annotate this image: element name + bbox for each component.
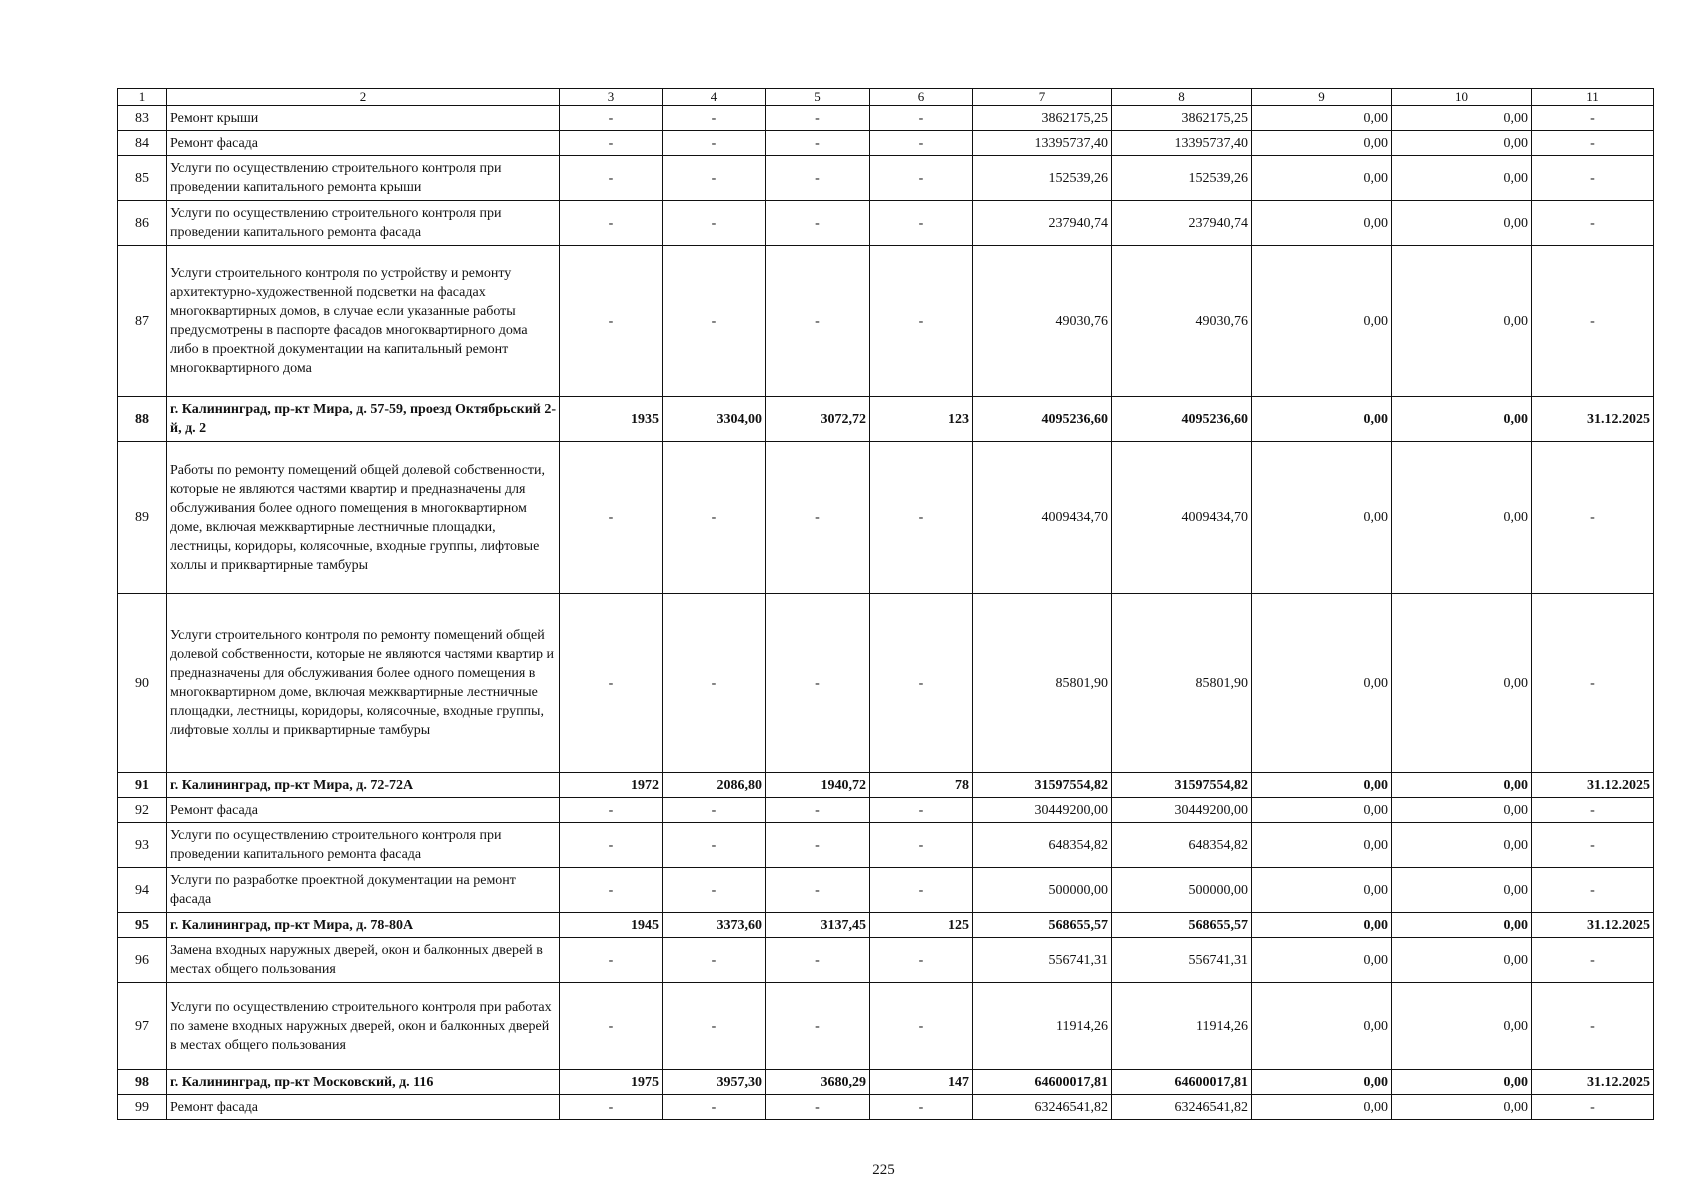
- document-table: [117, 88, 1654, 1120]
- col-cost-owners: 0,00: [1392, 201, 1532, 246]
- row-description: Ремонт фасада: [167, 798, 560, 823]
- col-cost-fund: 30449200,00: [1112, 798, 1252, 823]
- row-number: 93: [118, 823, 167, 868]
- row-description: Замена входных наружных дверей, окон и балконных дверей в местах общего пользования: [167, 938, 560, 983]
- col-area-living: -: [766, 131, 870, 156]
- col-area-living: -: [766, 823, 870, 868]
- col-area-living: -: [766, 156, 870, 201]
- row-description: Ремонт фасада: [167, 131, 560, 156]
- col-cost-total: 4095236,60: [973, 397, 1112, 442]
- col-cost-fund: 3862175,25: [1112, 106, 1252, 131]
- col-area-living: -: [766, 868, 870, 913]
- table-row: [118, 442, 1654, 594]
- col-deadline: -: [1532, 594, 1654, 773]
- col-area-total: 3957,30: [663, 1070, 766, 1095]
- col-area-living: 3072,72: [766, 397, 870, 442]
- col-cost-owners: 0,00: [1392, 868, 1532, 913]
- table-row: [118, 106, 1654, 131]
- col-cost-budget: 0,00: [1252, 1070, 1392, 1095]
- col-deadline: -: [1532, 1095, 1654, 1120]
- col-year: -: [560, 798, 663, 823]
- row-description: Услуги по осуществлению строительного контроля при работах по замене входных наружных дверей, окон и балконных дверей в местах общего пользования: [167, 983, 560, 1070]
- col-residents: 78: [870, 773, 973, 798]
- col-area-living: -: [766, 442, 870, 594]
- col-cost-total: 13395737,40: [973, 131, 1112, 156]
- col-area-total: -: [663, 1095, 766, 1120]
- col-cost-owners: 0,00: [1392, 1070, 1532, 1095]
- col-area-total: -: [663, 246, 766, 397]
- col-cost-budget: 0,00: [1252, 594, 1392, 773]
- column-header: 7: [973, 89, 1112, 106]
- col-cost-fund: 556741,31: [1112, 938, 1252, 983]
- col-cost-owners: 0,00: [1392, 798, 1532, 823]
- column-header: 11: [1532, 89, 1654, 106]
- col-area-total: -: [663, 983, 766, 1070]
- column-header: 6: [870, 89, 973, 106]
- column-header: 8: [1112, 89, 1252, 106]
- col-area-living: -: [766, 983, 870, 1070]
- row-number: 94: [118, 868, 167, 913]
- col-cost-fund: 11914,26: [1112, 983, 1252, 1070]
- column-header: 9: [1252, 89, 1392, 106]
- col-deadline: -: [1532, 131, 1654, 156]
- address-row: [118, 1070, 1654, 1095]
- table-row: [118, 983, 1654, 1070]
- col-cost-total: 500000,00: [973, 868, 1112, 913]
- col-year: -: [560, 823, 663, 868]
- col-area-total: 3304,00: [663, 397, 766, 442]
- row-description: Ремонт крыши: [167, 106, 560, 131]
- col-cost-owners: 0,00: [1392, 938, 1532, 983]
- column-header: 10: [1392, 89, 1532, 106]
- col-cost-fund: 4009434,70: [1112, 442, 1252, 594]
- col-cost-budget: 0,00: [1252, 1095, 1392, 1120]
- col-area-living: -: [766, 938, 870, 983]
- col-residents: -: [870, 1095, 973, 1120]
- column-header: 3: [560, 89, 663, 106]
- col-cost-total: 30449200,00: [973, 798, 1112, 823]
- col-year: -: [560, 1095, 663, 1120]
- col-residents: -: [870, 868, 973, 913]
- col-area-living: -: [766, 594, 870, 773]
- page-number: 225: [872, 1162, 895, 1178]
- col-cost-fund: 49030,76: [1112, 246, 1252, 397]
- col-cost-budget: 0,00: [1252, 246, 1392, 397]
- col-cost-budget: 0,00: [1252, 106, 1392, 131]
- col-deadline: -: [1532, 246, 1654, 397]
- col-area-total: -: [663, 156, 766, 201]
- col-residents: -: [870, 823, 973, 868]
- col-residents: -: [870, 201, 973, 246]
- col-deadline: -: [1532, 201, 1654, 246]
- table-row: [118, 823, 1654, 868]
- header-row: [118, 89, 1654, 106]
- col-cost-owners: 0,00: [1392, 246, 1532, 397]
- row-number: 89: [118, 442, 167, 594]
- col-cost-total: 152539,26: [973, 156, 1112, 201]
- col-residents: 147: [870, 1070, 973, 1095]
- col-residents: -: [870, 156, 973, 201]
- col-year: 1935: [560, 397, 663, 442]
- col-year: -: [560, 983, 663, 1070]
- col-deadline: -: [1532, 983, 1654, 1070]
- col-area-total: -: [663, 201, 766, 246]
- row-description: г. Калининград, пр-кт Московский, д. 116: [167, 1070, 560, 1095]
- col-cost-total: 31597554,82: [973, 773, 1112, 798]
- col-area-living: -: [766, 798, 870, 823]
- col-cost-fund: 568655,57: [1112, 913, 1252, 938]
- col-year: -: [560, 442, 663, 594]
- col-cost-owners: 0,00: [1392, 594, 1532, 773]
- col-deadline: -: [1532, 106, 1654, 131]
- col-area-living: -: [766, 246, 870, 397]
- col-cost-budget: 0,00: [1252, 983, 1392, 1070]
- col-cost-owners: 0,00: [1392, 156, 1532, 201]
- col-residents: -: [870, 983, 973, 1070]
- col-cost-budget: 0,00: [1252, 823, 1392, 868]
- col-cost-owners: 0,00: [1392, 823, 1532, 868]
- table-row: [118, 868, 1654, 913]
- col-cost-budget: 0,00: [1252, 201, 1392, 246]
- col-cost-budget: 0,00: [1252, 156, 1392, 201]
- col-cost-total: 49030,76: [973, 246, 1112, 397]
- col-cost-total: 556741,31: [973, 938, 1112, 983]
- col-residents: -: [870, 131, 973, 156]
- row-number: 87: [118, 246, 167, 397]
- col-area-living: 3137,45: [766, 913, 870, 938]
- col-cost-budget: 0,00: [1252, 397, 1392, 442]
- row-description: Услуги по осуществлению строительного контроля при проведении капитального ремонта крыши: [167, 156, 560, 201]
- col-cost-owners: 0,00: [1392, 106, 1532, 131]
- col-deadline: -: [1532, 798, 1654, 823]
- col-cost-total: 64600017,81: [973, 1070, 1112, 1095]
- col-deadline: -: [1532, 938, 1654, 983]
- col-cost-fund: 4095236,60: [1112, 397, 1252, 442]
- col-area-total: -: [663, 798, 766, 823]
- row-number: 92: [118, 798, 167, 823]
- col-year: -: [560, 201, 663, 246]
- row-number: 91: [118, 773, 167, 798]
- col-area-total: -: [663, 106, 766, 131]
- col-cost-total: 237940,74: [973, 201, 1112, 246]
- col-area-total: 2086,80: [663, 773, 766, 798]
- row-description: Услуги по осуществлению строительного контроля при проведении капитального ремонта фасада: [167, 823, 560, 868]
- col-year: -: [560, 938, 663, 983]
- col-cost-owners: 0,00: [1392, 397, 1532, 442]
- col-residents: -: [870, 798, 973, 823]
- table-row: [118, 1095, 1654, 1120]
- column-header: 4: [663, 89, 766, 106]
- col-cost-fund: 237940,74: [1112, 201, 1252, 246]
- col-area-living: -: [766, 106, 870, 131]
- col-year: -: [560, 868, 663, 913]
- col-area-total: -: [663, 868, 766, 913]
- col-deadline: 31.12.2025: [1532, 773, 1654, 798]
- row-number: 83: [118, 106, 167, 131]
- row-description: Работы по ремонту помещений общей долевой собственности, которые не являются частями квартир и предназначены для обслуживания более одного помещения в многоквартирном доме, включая межквартирные лестничные площадки, лестницы, коридоры, колясочные, входные группы, лифтовые холлы и приквартирные тамбуры: [167, 442, 560, 594]
- col-area-total: 3373,60: [663, 913, 766, 938]
- col-cost-fund: 85801,90: [1112, 594, 1252, 773]
- col-residents: 125: [870, 913, 973, 938]
- col-cost-owners: 0,00: [1392, 131, 1532, 156]
- col-cost-fund: 648354,82: [1112, 823, 1252, 868]
- address-row: [118, 773, 1654, 798]
- row-description: Ремонт фасада: [167, 1095, 560, 1120]
- row-number: 90: [118, 594, 167, 773]
- col-residents: -: [870, 938, 973, 983]
- col-deadline: 31.12.2025: [1532, 1070, 1654, 1095]
- row-description: Услуги по осуществлению строительного контроля при проведении капитального ремонта фасада: [167, 201, 560, 246]
- col-area-total: -: [663, 823, 766, 868]
- col-residents: -: [870, 106, 973, 131]
- col-cost-total: 648354,82: [973, 823, 1112, 868]
- row-number: 98: [118, 1070, 167, 1095]
- col-area-total: -: [663, 594, 766, 773]
- table-row: [118, 798, 1654, 823]
- col-deadline: 31.12.2025: [1532, 397, 1654, 442]
- col-cost-total: 85801,90: [973, 594, 1112, 773]
- row-number: 95: [118, 913, 167, 938]
- col-year: 1972: [560, 773, 663, 798]
- table-row: [118, 246, 1654, 397]
- row-number: 84: [118, 131, 167, 156]
- col-cost-total: 568655,57: [973, 913, 1112, 938]
- col-cost-owners: 0,00: [1392, 913, 1532, 938]
- col-cost-fund: 13395737,40: [1112, 131, 1252, 156]
- row-description: Услуги по разработке проектной документации на ремонт фасада: [167, 868, 560, 913]
- row-number: 86: [118, 201, 167, 246]
- col-residents: -: [870, 594, 973, 773]
- table-row: [118, 938, 1654, 983]
- col-year: -: [560, 131, 663, 156]
- row-description: г. Калининград, пр-кт Мира, д. 78-80А: [167, 913, 560, 938]
- col-cost-owners: 0,00: [1392, 442, 1532, 594]
- col-area-living: 3680,29: [766, 1070, 870, 1095]
- row-number: 97: [118, 983, 167, 1070]
- col-cost-owners: 0,00: [1392, 773, 1532, 798]
- col-cost-total: 11914,26: [973, 983, 1112, 1070]
- col-year: -: [560, 106, 663, 131]
- col-area-total: -: [663, 131, 766, 156]
- col-cost-budget: 0,00: [1252, 773, 1392, 798]
- col-cost-budget: 0,00: [1252, 798, 1392, 823]
- row-number: 85: [118, 156, 167, 201]
- row-description: Услуги строительного контроля по устройству и ремонту архитектурно-художественной подсветки на фасадах многоквартирных домов, в случае если указанные работы предусмотрены в паспорте фасадов многоквартирного дома либо в проектной документации на капитальный ремонт многоквартирного дома: [167, 246, 560, 397]
- col-cost-fund: 152539,26: [1112, 156, 1252, 201]
- address-row: [118, 397, 1654, 442]
- col-cost-fund: 500000,00: [1112, 868, 1252, 913]
- col-cost-total: 63246541,82: [973, 1095, 1112, 1120]
- col-year: 1975: [560, 1070, 663, 1095]
- col-cost-fund: 64600017,81: [1112, 1070, 1252, 1095]
- col-area-living: -: [766, 201, 870, 246]
- col-cost-budget: 0,00: [1252, 938, 1392, 983]
- table-row: [118, 201, 1654, 246]
- col-area-living: 1940,72: [766, 773, 870, 798]
- col-cost-owners: 0,00: [1392, 983, 1532, 1070]
- col-cost-fund: 31597554,82: [1112, 773, 1252, 798]
- col-area-living: -: [766, 1095, 870, 1120]
- col-cost-total: 4009434,70: [973, 442, 1112, 594]
- column-header: 2: [167, 89, 560, 106]
- col-cost-budget: 0,00: [1252, 913, 1392, 938]
- address-row: [118, 913, 1654, 938]
- col-residents: -: [870, 246, 973, 397]
- col-cost-fund: 63246541,82: [1112, 1095, 1252, 1120]
- table-row: [118, 594, 1654, 773]
- col-deadline: -: [1532, 823, 1654, 868]
- col-year: 1945: [560, 913, 663, 938]
- col-deadline: 31.12.2025: [1532, 913, 1654, 938]
- table-row: [118, 131, 1654, 156]
- row-number: 88: [118, 397, 167, 442]
- col-deadline: -: [1532, 156, 1654, 201]
- col-deadline: -: [1532, 442, 1654, 594]
- col-cost-owners: 0,00: [1392, 1095, 1532, 1120]
- col-year: -: [560, 594, 663, 773]
- col-cost-budget: 0,00: [1252, 868, 1392, 913]
- col-cost-total: 3862175,25: [973, 106, 1112, 131]
- col-area-total: -: [663, 938, 766, 983]
- col-residents: -: [870, 442, 973, 594]
- col-area-total: -: [663, 442, 766, 594]
- col-cost-budget: 0,00: [1252, 131, 1392, 156]
- row-description: г. Калининград, пр-кт Мира, д. 72-72А: [167, 773, 560, 798]
- col-year: -: [560, 246, 663, 397]
- row-number: 96: [118, 938, 167, 983]
- column-header: 1: [118, 89, 167, 106]
- row-description: г. Калининград, пр-кт Мира, д. 57-59, проезд Октябрьский 2-й, д. 2: [167, 397, 560, 442]
- col-cost-budget: 0,00: [1252, 442, 1392, 594]
- col-residents: 123: [870, 397, 973, 442]
- col-year: -: [560, 156, 663, 201]
- table-row: [118, 156, 1654, 201]
- column-header: 5: [766, 89, 870, 106]
- row-description: Услуги строительного контроля по ремонту помещений общей долевой собственности, которые не являются частями квартир и предназначены для обслуживания более одного помещения в многоквартирном доме, включая межквартирные лестничные площадки, лестницы, коридоры, колясочные, входные группы, лифтовые холлы и приквартирные тамбуры: [167, 594, 560, 773]
- col-deadline: -: [1532, 868, 1654, 913]
- row-number: 99: [118, 1095, 167, 1120]
